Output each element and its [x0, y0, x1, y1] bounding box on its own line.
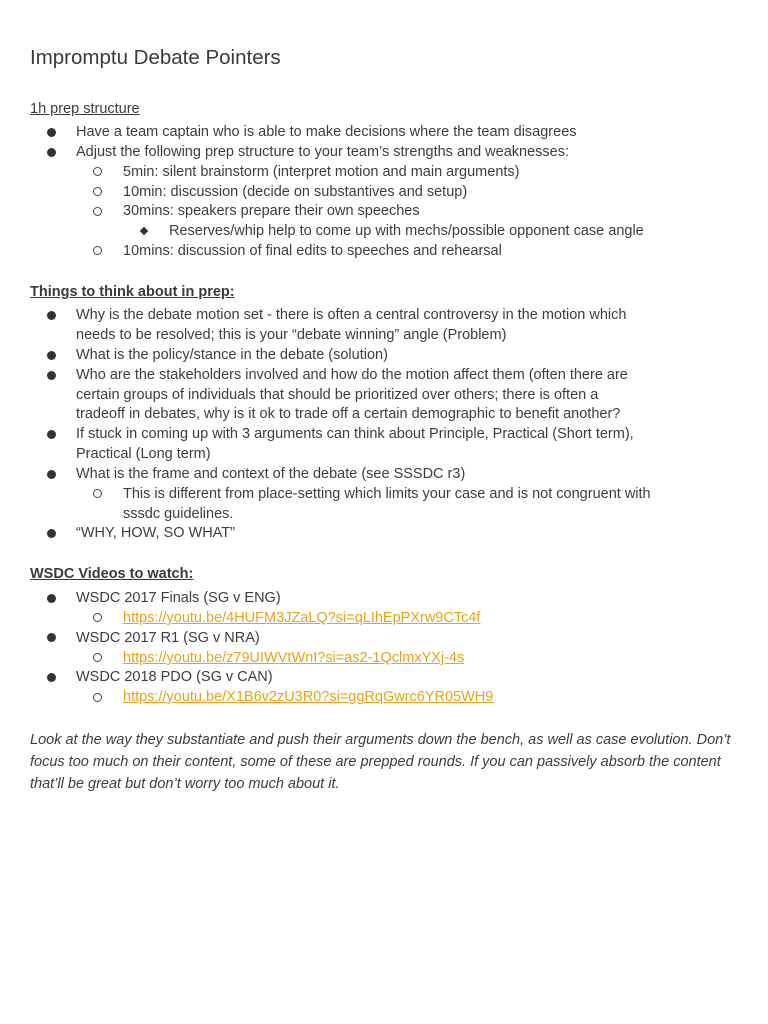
bullet-icon [47, 371, 56, 380]
list-item-continuation: certain groups of individuals that should be prioritized over others; there is often a [76, 387, 599, 403]
list-item: If stuck in coming up with 3 arguments can think about Principle, Practical (Short term), [76, 426, 634, 442]
hollow-bullet-icon [93, 187, 102, 196]
video-label: WSDC 2018 PDO (SG v CAN) [76, 669, 273, 685]
list-item: Reserves/whip help to come up with mechs/possible opponent case angle [169, 223, 644, 239]
bullet-icon [47, 351, 56, 360]
list-item-continuation: tradeoff in debates, why is it ok to trade off a certain demographic to benefit another? [76, 406, 621, 422]
bullet-icon [47, 148, 56, 157]
list-item: Why is the debate motion set - there is often a central controversy in the motion which [76, 307, 627, 323]
hollow-bullet-icon [93, 653, 102, 662]
video-label: WSDC 2017 R1 (SG v NRA) [76, 630, 260, 646]
video-link-2[interactable]: https://youtu.be/z79UIWVtWnI?si=as2-1QclmxYXj-4s [123, 650, 465, 666]
bullet-icon [47, 128, 56, 137]
list-item: 30mins: speakers prepare their own speeches [123, 203, 420, 219]
list-item: What is the policy/stance in the debate (solution) [76, 347, 388, 363]
list-item-continuation: Practical (Long term) [76, 446, 211, 462]
bullet-icon [47, 529, 56, 538]
list-item: “WHY, HOW, SO WHAT” [76, 525, 235, 541]
hollow-bullet-icon [93, 207, 102, 216]
hollow-bullet-icon [93, 246, 102, 255]
list-item-continuation: sssdc guidelines. [123, 506, 234, 522]
list-item-continuation: needs to be resolved; this is your “debate winning” angle (Problem) [76, 327, 507, 343]
list-item: Who are the stakeholders involved and how do the motion affect them (often there are [76, 367, 628, 383]
hollow-bullet-icon [93, 693, 102, 702]
diamond-bullet-icon [140, 227, 148, 235]
closing-note: Look at the way they substantiate and push their arguments down the bench, as well as case evolution. Don’t focus too much on their content, some of these are prepped rounds. If you can passively absorb the content that’ll be great but don’t worry too much about it. [30, 732, 731, 792]
list-item: 10min: discussion (decide on substantives and setup) [123, 184, 468, 200]
hollow-bullet-icon [93, 489, 102, 498]
bullet-icon [47, 633, 56, 642]
bullet-icon [47, 311, 56, 320]
section-heading-prep-structure: 1h prep structure [30, 101, 140, 117]
page-title: Impromptu Debate Pointers [30, 46, 281, 69]
list-item: Adjust the following prep structure to your team’s strengths and weaknesses: [76, 144, 569, 160]
hollow-bullet-icon [93, 167, 102, 176]
bullet-icon [47, 673, 56, 682]
list-item: What is the frame and context of the debate (see SSSDC r3) [76, 466, 466, 482]
bullet-icon [47, 430, 56, 439]
section-heading-wsdc-videos: WSDC Videos to watch: [30, 566, 194, 582]
list-item: 5min: silent brainstorm (interpret motion and main arguments) [123, 164, 520, 180]
video-link-3[interactable]: https://youtu.be/X1B6v2zU3R0?si=ggRqGwrc6YR05WH9 [123, 689, 494, 705]
video-label: WSDC 2017 Finals (SG v ENG) [76, 590, 281, 606]
section-heading-things-to-think: Things to think about in prep: [30, 284, 235, 300]
list-item: 10mins: discussion of final edits to speeches and rehearsal [123, 243, 502, 259]
list-item: Have a team captain who is able to make decisions where the team disagrees [76, 124, 577, 140]
bullet-icon [47, 470, 56, 479]
video-link-1[interactable]: https://youtu.be/4HUFM3JZaLQ?si=qLIhEpPXrw9CTc4f [123, 610, 481, 626]
hollow-bullet-icon [93, 613, 102, 622]
list-item: This is different from place-setting which limits your case and is not congruent with [123, 486, 651, 502]
bullet-icon [47, 594, 56, 603]
